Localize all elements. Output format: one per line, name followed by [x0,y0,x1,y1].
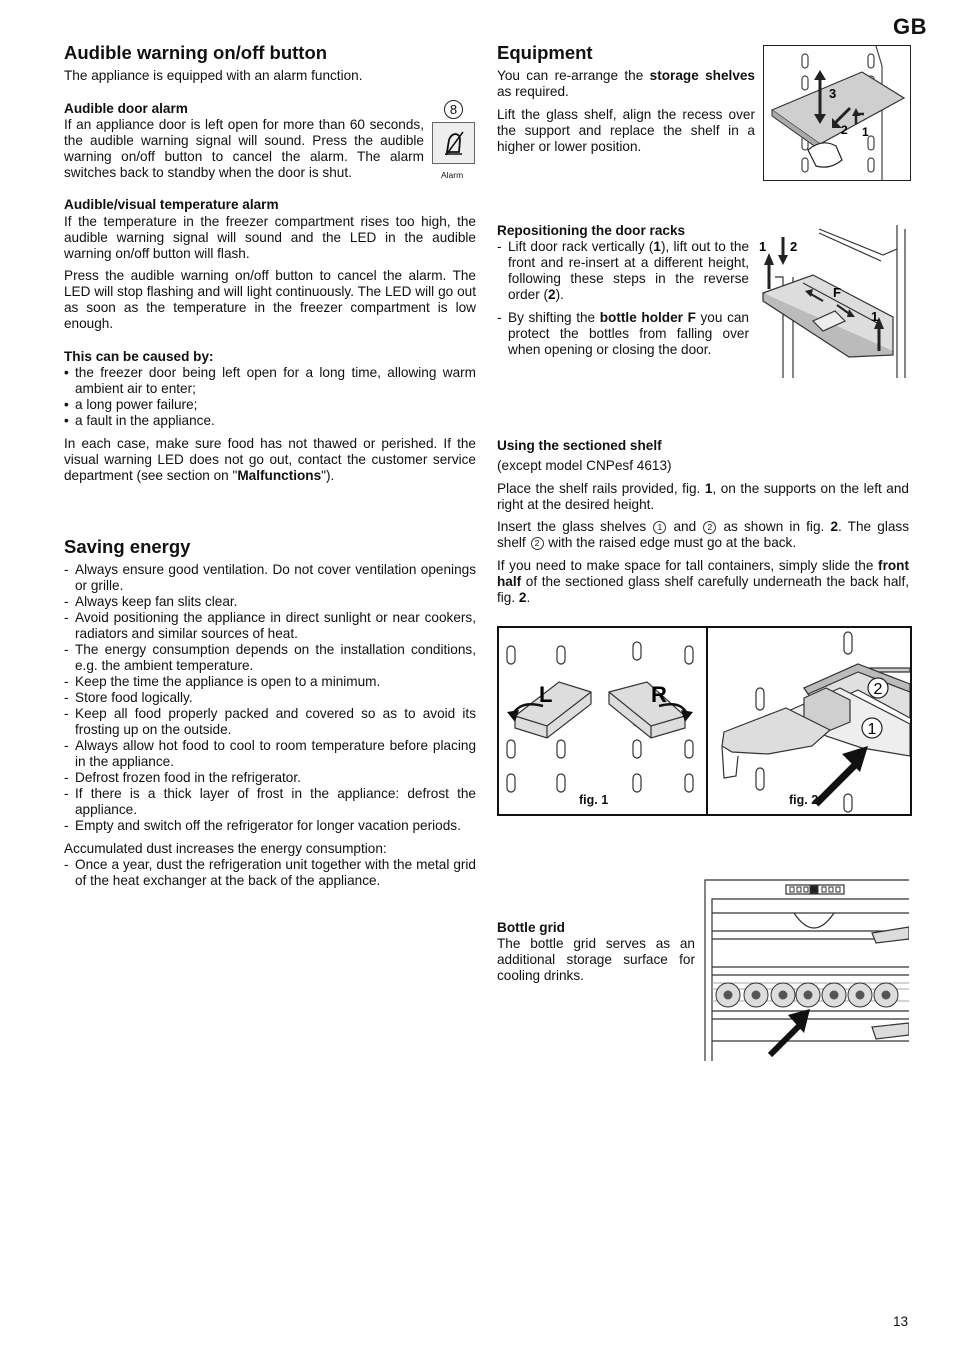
list-item: • the freezer door being left open for a long time, allowing warm ambient air to enter; [64,365,476,397]
door-rack-diagram [757,225,909,378]
shelf-diagram [764,46,910,180]
list-item: - Always keep fan slits clear. [64,594,476,610]
bottle-grid-text: The bottle grid serves as an additional storage surface for cooling drinks. [497,936,695,983]
fig1-diagram [499,628,706,814]
fig2-caption: fig. 2 [789,793,819,807]
list-item: - Defrost frozen food in the refrigerator. [64,770,476,786]
page-number: 13 [893,1314,909,1329]
fig2-diagram [708,628,910,814]
bottle-grid-figure [704,879,909,1061]
door-rack-figure [757,225,909,378]
shelf-step-label: 3 [829,86,837,101]
fig2-shelf-number: 2 [873,681,883,698]
temp-alarm-heading: Audible/visual temperature alarm [64,197,279,212]
shelf-figure [763,45,911,181]
sectioned-shelf-figures [497,626,912,816]
door-step-label: 2 [790,239,798,254]
alarm-section-title: Audible warning on/off button [64,42,328,63]
list-item: - Avoid positioning the appliance in direct sunlight or near cookers, radiators and similar sources of heat. [64,610,476,642]
door-alarm-text: If an appliance door is left open for more than 60 seconds, the audible warning signal will sound. Press the audible warning on/off button to cancel the alarm. The alarm switches back to standby when the door is shut. [64,117,424,180]
energy-tips-list [64,562,476,834]
alarm-button-label: Alarm [441,170,464,180]
list-item: • a long power failure; [64,397,476,413]
list-item: - Lift door rack vertically (1), lift out to the front and re-insert at a different height, following these steps in the reverse order (2). [497,239,749,303]
causes-list [64,365,476,429]
equipment-text-1: You can re-arrange the storage shelves as required. [497,68,755,99]
list-item: - Always ensure good ventilation. Do not cover ventilation openings or grille. [64,562,476,594]
energy-section-title: Saving energy [64,536,191,557]
alarm-intro: The appliance is equipped with an alarm function. [64,68,363,83]
button-number-badge: 8 [444,100,463,119]
sectioned-shelf-heading: Using the sectioned shelf [497,438,662,453]
sectioned-shelf-note: (except model CNPesf 4613) [497,458,672,473]
dust-intro: Accumulated dust increases the energy consumption: [64,841,387,856]
list-item: - Once a year, dust the refrigeration unit together with the metal grid of the heat exchanger at the back of the appliance. [64,857,476,889]
list-item: - By shifting the bottle holder F you can protect the bottles from falling over when opening or closing the door. [497,310,749,358]
equipment-text-2: Lift the glass shelf, align the recess over the support and replace the shelf in a higher or lower position. [497,107,755,154]
bottle-holder-label: F [833,285,841,300]
bottle-row [716,983,898,1007]
list-item: - Store food logically. [64,690,476,706]
list-item: - If there is a thick layer of frost in the appliance: defrost the appliance. [64,786,476,818]
bottle-grid-heading: Bottle grid [497,920,565,935]
temp-alarm-text-1: If the temperature in the freezer compartment rises too high, the audible warning signal will sound and the LED in the audible warning on/off button will flash. [64,214,476,261]
sectioned-shelf-text-1: Place the shelf rails provided, fig. 1, on the supports on the left and right at the desired height. [497,481,909,512]
language-tag: GB [893,14,927,39]
door-step-label: 1 [871,309,879,324]
fig1-label-left: L [539,682,553,707]
sectioned-shelf-text-2: Insert the glass shelves 1 and 2 as shown in fig. 2. The glass shelf 2 with the raised edge must go at the back. [497,519,909,550]
sectioned-shelf-text-3: If you need to make space for tall containers, simply slide the front half of the sectioned glass shelf carefully underneath the back half, fig. 2. [497,558,909,605]
dust-tips-list [64,857,476,889]
list-item: - The energy consumption depends on the installation conditions, e.g. the ambient temperature. [64,642,476,674]
list-item: - Empty and switch off the refrigerator for longer vacation periods. [64,818,476,834]
list-item: • a fault in the appliance. [64,413,476,429]
door-racks-list [497,239,749,358]
fig2-shelf-number: 1 [867,721,877,738]
list-item: - Keep all food properly packed and covered so as to avoid its frosting up on the outside. [64,706,476,738]
shelf-step-label: 2 [841,123,848,137]
door-racks-heading: Repositioning the door racks [497,223,686,238]
alarm-button-figure [431,100,477,184]
fig1-caption: fig. 1 [579,793,609,807]
temp-alarm-text-2: Press the audible warning on/off button to cancel the alarm. The LED will stop flashing and will light continuously. The LED will go out as soon as the temperature in the freezer compartment is low enough. [64,268,476,331]
door-step-label: 1 [759,239,767,254]
bell-off-icon [433,123,474,163]
alarm-final-text: In each case, make sure food has not thawed or perished. If the visual warning LED does not go out, contact the customer service department (see section on "Malfunctions"). [64,436,476,483]
shelf-step-label: 1 [862,125,869,139]
causes-heading: This can be caused by: [64,349,214,364]
list-item: - Always allow hot food to cool to room temperature before placing in the appliance. [64,738,476,770]
door-alarm-heading: Audible door alarm [64,101,188,116]
fig1-label-right: R [651,682,667,707]
equipment-section-title: Equipment [497,42,593,63]
bottle-grid-diagram [704,879,909,1061]
list-item: - Keep the time the appliance is open to a minimum. [64,674,476,690]
alarm-button [432,122,475,164]
